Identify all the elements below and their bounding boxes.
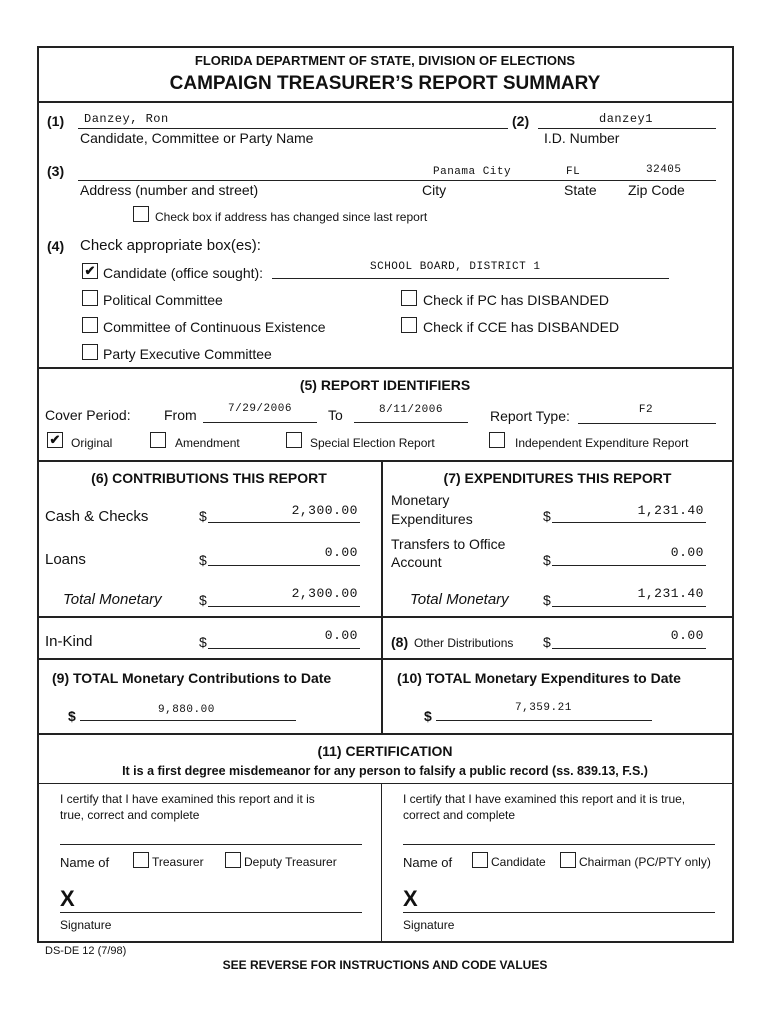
political-committee-checkbox[interactable] — [82, 290, 98, 306]
report-type-label: Report Type: — [490, 408, 570, 424]
id-number-label: I.D. Number — [544, 130, 620, 146]
total-contributions-line — [80, 720, 296, 721]
right-certify-text-1: I certify that I have examined this report and it is true, — [403, 792, 686, 806]
original-label: Original — [71, 436, 113, 450]
total-contributions-dollar-sign: $ — [68, 708, 76, 724]
expend-total-line — [552, 606, 706, 607]
address-changed-label: Check box if address has changed since last report — [155, 210, 428, 224]
right-signature-label: Signature — [403, 918, 455, 932]
address-changed-checkbox[interactable] — [133, 206, 149, 222]
form-border-left — [37, 46, 39, 943]
from-date-value: 7/29/2006 — [228, 403, 292, 415]
inkind-value: 0.00 — [324, 628, 358, 643]
transfers-label-2: Account — [391, 554, 442, 570]
divider-section-11 — [37, 733, 734, 735]
report-identifiers-title: (5) REPORT IDENTIFIERS — [299, 377, 471, 393]
id-number-line — [538, 128, 716, 129]
form-border-bottom — [37, 941, 734, 943]
transfers-value: 0.00 — [670, 545, 704, 560]
total-contributions-title: (9) TOTAL Monetary Contributions to Date — [52, 670, 332, 686]
certification-title: (11) CERTIFICATION — [317, 743, 453, 759]
contrib-total-label: Total Monetary — [63, 591, 162, 608]
section-3-number: (3) — [47, 163, 65, 179]
candidate-sign-label: Candidate — [491, 855, 546, 869]
original-check-mark: ✔ — [49, 432, 61, 447]
id-number-value: danzey1 — [599, 112, 653, 126]
other-distributions-label: Other Distributions — [414, 636, 514, 650]
to-label: To — [328, 407, 343, 423]
to-date-line — [354, 422, 468, 423]
section-4-number: (4) — [47, 238, 65, 254]
amendment-label: Amendment — [175, 436, 240, 450]
total-contributions-value: 9,880.00 — [158, 704, 215, 716]
contributions-title: (6) CONTRIBUTIONS THIS REPORT — [91, 470, 327, 486]
divider-certification — [37, 783, 734, 784]
total-expenditures-title: (10) TOTAL Monetary Expenditures to Date — [397, 670, 681, 686]
monetary-expenditures-line — [552, 522, 706, 523]
candidate-sign-checkbox[interactable] — [472, 852, 488, 868]
deputy-treasurer-checkbox[interactable] — [225, 852, 241, 868]
cce-label: Committee of Continuous Existence — [103, 319, 326, 335]
total-expenditures-value: 7,359.21 — [515, 702, 572, 714]
political-committee-label: Political Committee — [103, 292, 223, 308]
special-election-checkbox[interactable] — [286, 432, 302, 448]
transfers-dollar-sign: $ — [543, 552, 551, 568]
form-title: CAMPAIGN TREASURER’S REPORT SUMMARY — [169, 73, 601, 94]
expenditures-title: (7) EXPENDITURES THIS REPORT — [443, 470, 672, 486]
contrib-total-line — [208, 606, 360, 607]
independent-expenditure-checkbox[interactable] — [489, 432, 505, 448]
left-signature-label: Signature — [60, 918, 112, 932]
left-name-line — [60, 844, 362, 845]
divider-section-9 — [37, 658, 734, 660]
left-signature-x: X — [60, 886, 75, 911]
loans-dollar-sign: $ — [199, 552, 207, 568]
from-date-line — [203, 422, 317, 423]
address-label: Address (number and street) — [80, 182, 259, 198]
treasurer-label: Treasurer — [152, 855, 204, 869]
cash-checks-label: Cash & Checks — [45, 508, 149, 525]
monetary-expenditures-value: 1,231.40 — [637, 503, 704, 518]
independent-expenditure-label: Independent Expenditure Report — [515, 436, 689, 450]
candidate-name-label: Candidate, Committee or Party Name — [80, 130, 314, 146]
left-certify-text-1: I certify that I have examined this report and it is — [60, 792, 315, 806]
section-1-number: (1) — [47, 113, 65, 129]
city-value: Panama City — [433, 166, 512, 178]
cce-checkbox[interactable] — [82, 317, 98, 333]
total-expenditures-dollar-sign: $ — [424, 708, 432, 724]
party-exec-checkbox[interactable] — [82, 344, 98, 360]
candidate-label: Candidate (office sought): — [103, 265, 264, 281]
divider-column-upper — [381, 460, 383, 734]
deputy-treasurer-label: Deputy Treasurer — [244, 855, 337, 869]
agency-title: FLORIDA DEPARTMENT OF STATE, DIVISION OF ELECTIONS — [194, 53, 576, 68]
section-2-number: (2) — [512, 113, 530, 129]
reverse-instructions: SEE REVERSE FOR INSTRUCTIONS AND CODE VALUES — [222, 958, 548, 972]
to-date-value: 8/11/2006 — [379, 404, 443, 416]
monetary-expenditures-dollar-sign: $ — [543, 508, 551, 524]
form-id: DS-DE 12 (7/98) — [45, 945, 127, 957]
total-expenditures-line — [436, 720, 652, 721]
loans-label: Loans — [45, 551, 86, 568]
check-boxes-label: Check appropriate box(es): — [80, 237, 261, 254]
expend-total-dollar-sign: $ — [543, 592, 551, 608]
zip-value: 32405 — [646, 164, 682, 176]
cash-checks-value: 2,300.00 — [291, 503, 358, 518]
candidate-checkbox[interactable] — [82, 263, 98, 279]
loans-line — [208, 565, 360, 566]
inkind-line — [208, 648, 360, 649]
candidate-check-mark: ✔ — [84, 263, 96, 278]
transfers-line — [552, 565, 706, 566]
divider-section-6 — [37, 460, 734, 462]
pc-disbanded-checkbox[interactable] — [401, 290, 417, 306]
expend-total-label: Total Monetary — [410, 591, 509, 608]
chairman-label: Chairman (PC/PTY only) — [579, 855, 711, 869]
special-election-label: Special Election Report — [310, 436, 435, 450]
office-sought-value: SCHOOL BOARD, DISTRICT 1 — [370, 261, 541, 273]
report-type-value: F2 — [638, 404, 654, 416]
cash-checks-line — [208, 522, 360, 523]
cce-disbanded-checkbox[interactable] — [401, 317, 417, 333]
address-line — [78, 180, 716, 181]
contrib-total-value: 2,300.00 — [291, 586, 358, 601]
cash-dollar-sign: $ — [199, 508, 207, 524]
monetary-expenditures-label-1: Monetary — [391, 492, 450, 508]
other-distributions-line — [552, 648, 706, 649]
report-type-line — [578, 423, 716, 424]
left-certify-text-2: true, correct and complete — [60, 808, 200, 822]
original-checkbox[interactable] — [47, 432, 63, 448]
left-name-of-label: Name of — [60, 855, 110, 870]
monetary-expenditures-label-2: Expenditures — [391, 511, 473, 527]
divider-section-5 — [37, 367, 734, 369]
cover-period-label: Cover Period: — [45, 407, 131, 423]
chairman-checkbox[interactable] — [560, 852, 576, 868]
candidate-name-line — [78, 128, 508, 129]
right-name-line — [403, 844, 715, 845]
treasurer-checkbox[interactable] — [133, 852, 149, 868]
transfers-label-1: Transfers to Office — [391, 536, 506, 552]
pc-disbanded-label: Check if PC has DISBANDED — [423, 292, 609, 308]
left-signature-line[interactable] — [60, 912, 362, 913]
other-distributions-dollar-sign: $ — [543, 634, 551, 650]
state-label: State — [564, 182, 597, 198]
other-distributions-value: 0.00 — [670, 628, 704, 643]
divider-inkind — [37, 616, 734, 618]
contrib-total-dollar-sign: $ — [199, 592, 207, 608]
right-signature-x: X — [403, 886, 418, 911]
right-signature-line[interactable] — [403, 912, 715, 913]
cce-disbanded-label: Check if CCE has DISBANDED — [423, 319, 620, 335]
divider-header — [37, 101, 734, 103]
section-8-number: (8) — [391, 634, 409, 650]
zip-label: Zip Code — [628, 182, 685, 198]
loans-value: 0.00 — [324, 545, 358, 560]
city-label: City — [422, 182, 447, 198]
office-sought-line — [272, 278, 669, 279]
amendment-checkbox[interactable] — [150, 432, 166, 448]
divider-column-lower — [381, 783, 382, 941]
from-label: From — [164, 407, 197, 423]
party-exec-label: Party Executive Committee — [103, 346, 272, 362]
certification-warning: It is a first degree misdemeanor for any person to falsify a public record (ss. 839.13, F.S.) — [122, 764, 648, 778]
state-value: FL — [566, 166, 581, 178]
right-name-of-label: Name of — [403, 855, 453, 870]
form-border-right — [732, 46, 734, 943]
expend-total-value: 1,231.40 — [637, 586, 704, 601]
inkind-dollar-sign: $ — [199, 634, 207, 650]
right-certify-text-2: correct and complete — [403, 808, 516, 822]
candidate-name-value: Danzey, Ron — [84, 112, 169, 126]
inkind-label: In-Kind — [45, 633, 93, 650]
form-border-top — [37, 46, 734, 48]
